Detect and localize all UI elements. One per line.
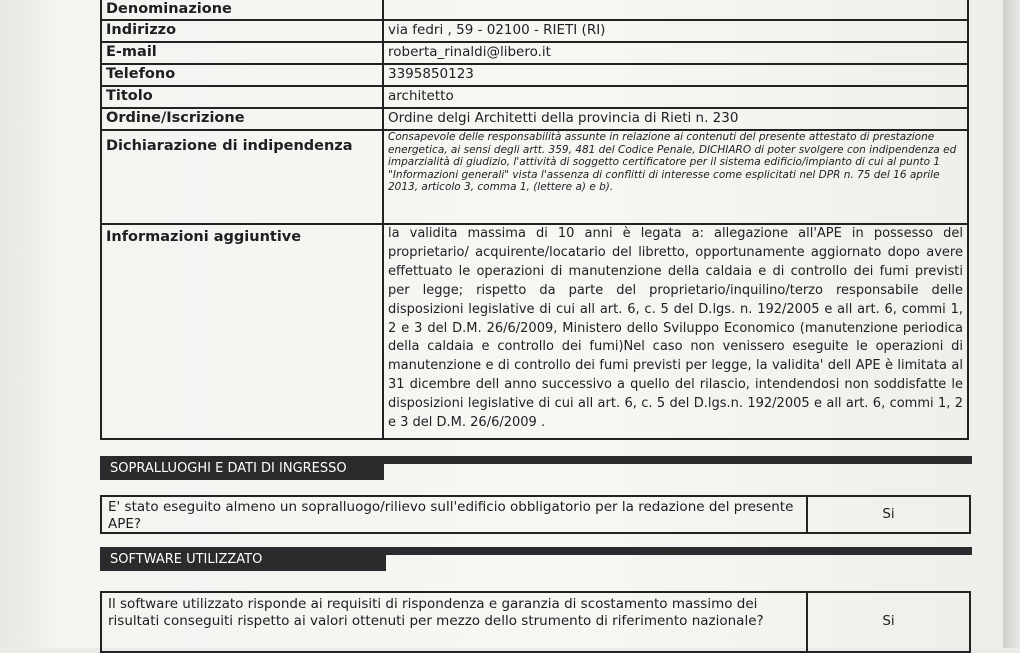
section-header-sopralluoghi: [100, 456, 972, 480]
informazioni-label: Informazioni aggiuntive: [101, 224, 383, 439]
dichiarazione-label: Dichiarazione di indipendenza: [101, 130, 383, 224]
sopralluogo-question-box: [100, 495, 971, 534]
dichiarazione-value: Consapevole delle responsabilità assunte in relazione ai contenuti del presente attestato di prestazione energetica, ai sensi degli artt. 359, 481 del Codice Penale, DICHIARO di poter svolgere con indipendenza ed imparzialità di giudizio, l'attività di soggetto certificatore per il sistema edificio/impianto di cui al punto 1 "Informazioni generali" vista l'assenza di conflitti di interesse come esplicitati nel DPR n. 75 del 16 aprile 2013, articolo 3, comma 1, (lettere a) e b).: [383, 130, 968, 224]
email-value: roberta_rinaldi@libero.it: [383, 42, 968, 64]
table-row: [101, 130, 968, 224]
ordine-value: Ordine delgi Architetti della provincia di Rieti n. 230: [383, 108, 968, 130]
indirizzo-label: Indirizzo: [101, 20, 383, 42]
table-row: [101, 86, 968, 108]
telefono-value: 3395850123: [383, 64, 968, 86]
indirizzo-value: via fedri , 59 - 02100 - RIETI (RI): [383, 20, 968, 42]
titolo-label: Titolo: [101, 86, 383, 108]
sopralluogo-answer: Si: [882, 506, 895, 522]
section-title: SOPRALLUOGHI E DATI DI INGRESSO: [100, 456, 384, 480]
sopralluogo-question: E' stato eseguito almeno un sopralluogo/rilievo sull'edificio obbligatorio per la redazione del presente APE?: [102, 497, 808, 532]
section-title: SOFTWARE UTILIZZATO: [100, 547, 386, 571]
software-question-box: [100, 591, 971, 653]
denominazione-value: [383, 0, 968, 20]
informazioni-value: la validita massima di 10 anni è legata a: allegazione all'APE in possesso del proprietario/ acquirente/locatario del libretto, opportunamente aggiornato dopo avere effettuato le operazioni di manutenzione della caldaia e di controllo dei fumi previsti per legge; rispetto da parte del proprietario/inquilino/terzo responsabile delle disposizioni legislative di cui all art. 6, c. 5 del D.lgs. n. 192/2005 e all art. 6, commi 1, 2 e 3 del D.M. 26/6/2009, Ministero dello Sviluppo Economico (manutenzione periodica della caldaia e controllo dei fumi)Nel caso non venissero eseguite le operazioni di manutenzione e di controllo dei fumi previsti per legge, la validita' dell APE è limitata al 31 dicembre dell anno successivo a quello del rilascio, intendendosi non soddisfatte le disposizioni legislative di cui all art. 6, c. 5 del D.lgs.n. 192/2005 e all art. 6, commi 1, 2 e 3 del D.M. 26/6/2009 .: [383, 224, 968, 439]
email-label: E-mail: [101, 42, 383, 64]
table-row: [101, 42, 968, 64]
certifier-info-table: [100, 0, 969, 440]
software-answer: Si: [882, 613, 895, 629]
table-row: [101, 20, 968, 42]
software-question: Il software utilizzato risponde ai requisiti di rispondenza e garanzia di scostamento massimo dei risultati conseguiti rispetto ai valori ottenuti per mezzo dello strumento di riferimento nazionale?: [102, 593, 808, 651]
table-row: [101, 108, 968, 130]
table-row: [101, 224, 968, 439]
table-row: [101, 0, 968, 20]
page-edge-shadow: [1003, 0, 1020, 648]
denominazione-label: Denominazione: [101, 0, 383, 20]
telefono-label: Telefono: [101, 64, 383, 86]
table-row: [101, 64, 968, 86]
section-header-software: [100, 547, 972, 571]
titolo-value: architetto: [383, 86, 968, 108]
ordine-label: Ordine/Iscrizione: [101, 108, 383, 130]
